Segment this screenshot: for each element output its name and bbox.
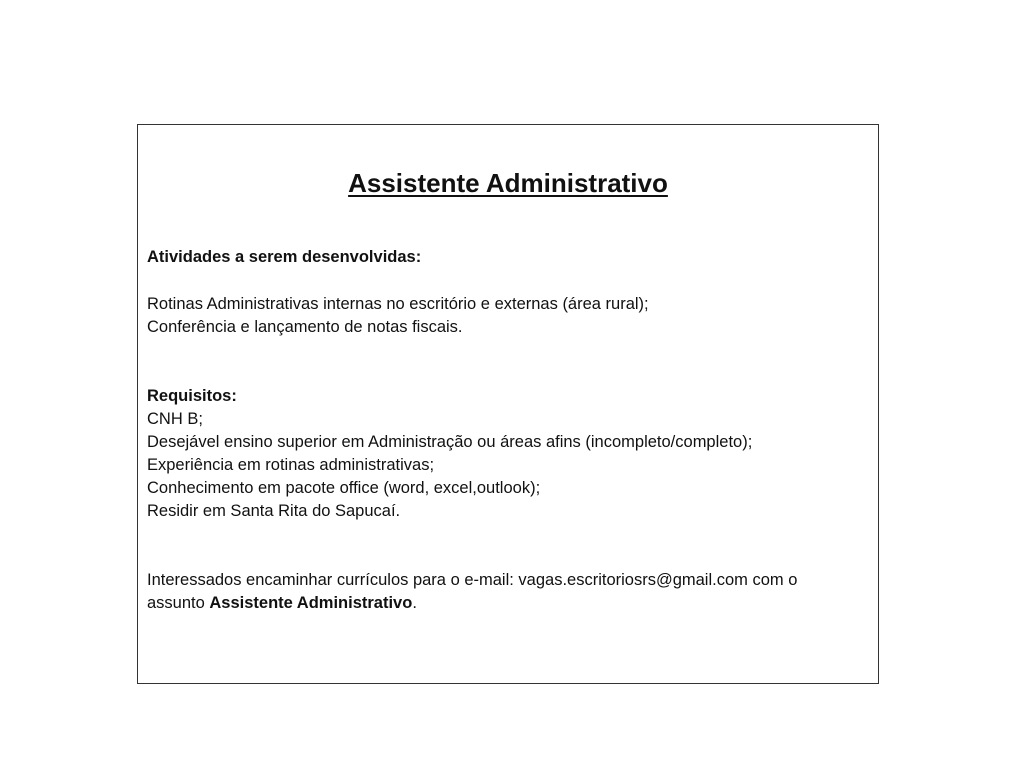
requirement-item: Desejável ensino superior em Administração ou áreas afins (incompleto/completo); (147, 433, 753, 451)
activity-item: Conferência e lançamento de notas fiscais. (147, 318, 463, 336)
requirement-item: Residir em Santa Rita do Sapucaí. (147, 502, 401, 520)
contact-line: Interessados encaminhar currículos para o e-mail: vagas.escritoriosrs@gmail.com com o (147, 571, 798, 589)
requirements-heading: Requisitos: (147, 387, 237, 405)
activities-heading: Atividades a serem desenvolvidas: (147, 248, 422, 266)
activity-item: Rotinas Administrativas internas no escritório e externas (área rural); (147, 295, 649, 313)
contact-instructions (147, 569, 868, 615)
requirement-item: Conhecimento em pacote office (word, excel,outlook); (147, 479, 541, 497)
job-posting-frame (137, 124, 879, 684)
contact-subject: Assistente Administrativo (209, 594, 413, 612)
contact-subject-suffix: . (412, 594, 417, 612)
contact-subject-line (147, 592, 868, 615)
contact-subject-prefix: assunto (147, 594, 210, 612)
job-title: Assistente Administrativo (348, 168, 668, 198)
requirement-item: Experiência em rotinas administrativas; (147, 456, 435, 474)
requirement-item: CNH B; (147, 410, 203, 428)
activities-list (147, 293, 868, 339)
requirements-section (147, 385, 868, 523)
